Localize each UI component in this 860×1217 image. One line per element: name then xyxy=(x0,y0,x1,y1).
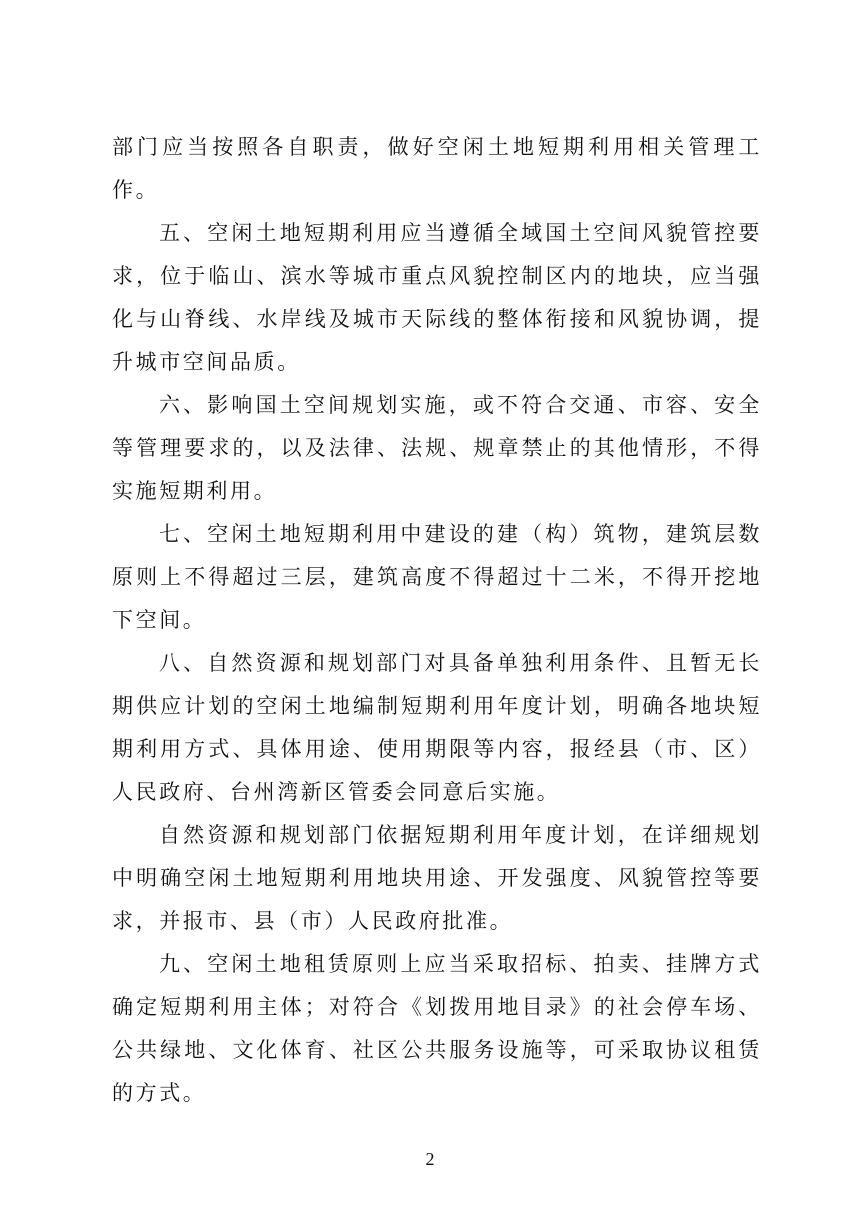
paragraph-item-8: 八、自然资源和规划部门对具备单独利用条件、且暂无长期供应计划的空闲土地编制短期利用年度计划，明确各地块短期利用方式、具体用途、使用期限等内容，报经县（市、区）人民政府、台州湾新区管委会同意后实施。 xyxy=(112,651,762,804)
paragraph-item-6: 六、影响国土空间规划实施，或不符合交通、市容、安全等管理要求的，以及法律、法规、规章禁止的其他情形，不得实施短期利用。 xyxy=(112,393,762,503)
paragraph-item-5: 五、空闲土地短期利用应当遵循全域国土空间风貌管控要求，位于临山、滨水等城市重点风貌控制区内的地块，应当强化与山脊线、水岸线及城市天际线的整体衔接和风貌协调，提升城市空间品质。 xyxy=(112,221,762,374)
paragraph-continuation: 部门应当按照各自职责，做好空闲土地短期利用相关管理工作。 xyxy=(112,135,762,202)
paragraph-item-7: 七、空闲土地短期利用中建设的建（构）筑物，建筑层数原则上不得超过三层，建筑高度不得超过十二米，不得开挖地下空间。 xyxy=(112,522,762,632)
paragraph-item-8-detail: 自然资源和规划部门依据短期利用年度计划，在详细规划中明确空闲土地短期利用地块用途、开发强度、风貌管控等要求，并报市、县（市）人民政府批准。 xyxy=(112,823,762,933)
page-number: 2 xyxy=(425,1149,435,1169)
document-body xyxy=(112,126,762,1115)
paragraph-item-9: 九、空闲土地租赁原则上应当采取招标、拍卖、挂牌方式确定短期利用主体；对符合《划拨用地目录》的社会停车场、公共绿地、文化体育、社区公共服务设施等，可采取协议租赁的方式。 xyxy=(112,952,762,1105)
